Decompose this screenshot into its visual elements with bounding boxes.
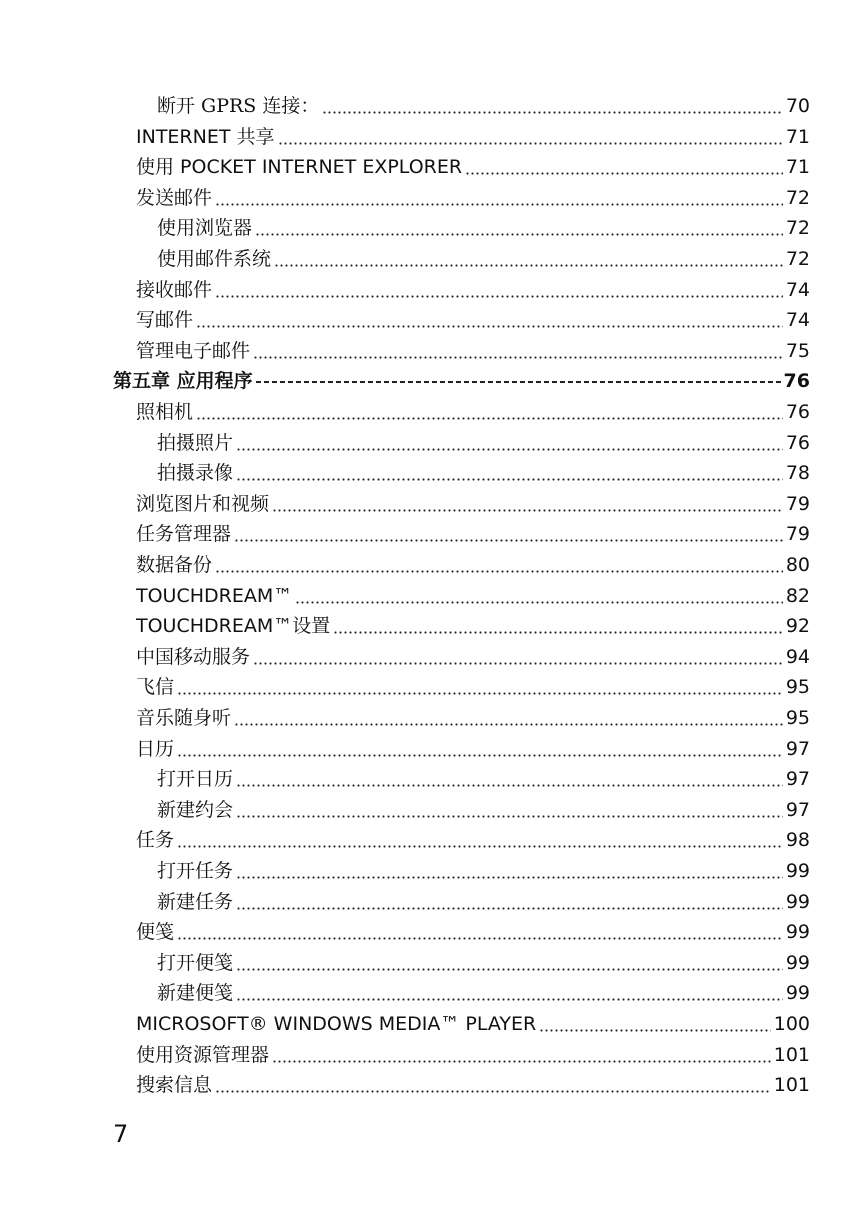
toc-entry-title: 断开 GPRS 连接： [157, 95, 320, 117]
toc-entry[interactable] [136, 336, 810, 366]
toc-leader [236, 887, 783, 917]
toc-leader [236, 764, 783, 794]
toc-entry[interactable] [136, 1070, 810, 1100]
toc-entry[interactable] [157, 948, 810, 978]
toc-leader [465, 152, 783, 182]
toc-leader [295, 581, 783, 611]
toc-leader [234, 519, 783, 549]
toc-entry-page: 74 [785, 309, 810, 331]
toc-entry-page: 76 [785, 432, 810, 454]
toc-entry-title: 新建任务 [157, 891, 234, 913]
toc-entry[interactable] [157, 428, 810, 458]
toc-entry[interactable] [136, 825, 810, 855]
toc-entry-page: 97 [785, 768, 810, 790]
toc-entry-page: 80 [785, 554, 810, 576]
toc-leader [215, 275, 783, 305]
toc-entry[interactable] [136, 1040, 810, 1070]
toc-entry-title: TOUCHDREAM™ [136, 585, 293, 607]
toc-leader [196, 305, 783, 335]
toc-leader [234, 703, 783, 733]
toc-entry[interactable] [157, 887, 810, 917]
toc-entry[interactable] [136, 550, 810, 580]
toc-entry-title: 打开便笺 [157, 952, 234, 974]
toc-entry-title: 日历 [136, 738, 175, 760]
toc-entry-page: 71 [785, 126, 810, 148]
toc-entry-title: 数据备份 [136, 554, 213, 576]
toc-entry-title: 音乐随身听 [136, 707, 232, 729]
toc-entry[interactable] [136, 917, 810, 947]
toc-entry-page: 99 [785, 921, 810, 943]
toc-entry-page: 70 [785, 95, 810, 117]
toc-entry[interactable] [136, 397, 810, 427]
toc-entry[interactable] [136, 672, 810, 702]
toc-entry[interactable] [157, 856, 810, 886]
toc-entry-page: 72 [785, 187, 810, 209]
toc-entry-page: 71 [785, 156, 810, 178]
toc-entry-title: 照相机 [136, 401, 194, 423]
toc-entry[interactable] [136, 734, 810, 764]
toc-entry[interactable] [136, 1009, 810, 1039]
toc-entry[interactable] [157, 91, 810, 121]
toc-leader [215, 1070, 771, 1100]
toc-entry-title: 使用邮件系统 [157, 248, 272, 270]
toc-entry[interactable] [136, 581, 810, 611]
toc-entry[interactable] [136, 489, 810, 519]
toc-entry-title: 中国移动服务 [136, 646, 251, 668]
toc-leader [274, 244, 783, 274]
toc-leader [236, 856, 783, 886]
toc-entry-title: 使用浏览器 [157, 217, 253, 239]
toc-entry-title: 第五章 应用程序 [113, 370, 253, 392]
toc-leader [177, 917, 783, 947]
toc-entry-title: 飞信 [136, 676, 175, 698]
toc-entry[interactable] [157, 795, 810, 825]
toc-entry-title: 便笺 [136, 921, 175, 943]
toc-leader [278, 122, 783, 152]
toc-leader [255, 213, 783, 243]
toc-entry-page: 99 [785, 982, 810, 1004]
toc-entry-page: 74 [785, 279, 810, 301]
toc-entry-title: 打开日历 [157, 768, 234, 790]
toc-leader [322, 91, 782, 121]
toc-entry-title: 任务 [136, 829, 175, 851]
toc-entry[interactable] [136, 183, 810, 213]
toc-leader [215, 183, 783, 213]
toc-entry-page: 94 [785, 646, 810, 668]
toc-leader [196, 397, 783, 427]
toc-entry-title: 浏览图片和视频 [136, 493, 270, 515]
toc-entry-title: 管理电子邮件 [136, 340, 251, 362]
toc-leader [236, 795, 783, 825]
toc-leader [272, 1040, 771, 1070]
toc-entry-page: 99 [785, 860, 810, 882]
toc-entry-page: 72 [785, 248, 810, 270]
toc-entry-title: TOUCHDREAM™设置 [136, 615, 331, 637]
toc-entry-page: 82 [785, 585, 810, 607]
toc-entry-page: 101 [773, 1044, 810, 1066]
toc-entry-page: 97 [785, 799, 810, 821]
toc-leader [333, 611, 783, 641]
toc-entry-title: 打开任务 [157, 860, 234, 882]
toc-entry[interactable] [136, 519, 810, 549]
toc-entry-page: 79 [785, 523, 810, 545]
toc-entry-page: 72 [785, 217, 810, 239]
toc-entry-page: 100 [773, 1013, 810, 1035]
page-number: 7 [113, 1120, 129, 1148]
toc-entry-title: 任务管理器 [136, 523, 232, 545]
toc-entry-title: 使用 POCKET INTERNET EXPLORER [136, 156, 463, 178]
toc-entry-title: 搜索信息 [136, 1074, 213, 1096]
toc-entry-page: 78 [785, 462, 810, 484]
toc-leader [236, 458, 783, 488]
toc-entry-title: 发送邮件 [136, 187, 213, 209]
toc-entry[interactable] [136, 703, 810, 733]
toc-entry[interactable] [136, 152, 810, 182]
toc-entry[interactable] [157, 458, 810, 488]
toc-entry-page: 101 [773, 1074, 810, 1096]
toc-entry-title: 接收邮件 [136, 279, 213, 301]
toc-entry-page: 98 [785, 829, 810, 851]
toc-entry[interactable] [136, 611, 810, 641]
toc-leader [177, 734, 783, 764]
toc-entry-page: 99 [785, 891, 810, 913]
toc-entry-title: 拍摄录像 [157, 462, 234, 484]
toc-entry[interactable] [113, 366, 810, 396]
toc-leader [272, 489, 783, 519]
toc-entry-page: 76 [785, 401, 810, 423]
toc-leader [236, 948, 783, 978]
toc-leader [253, 336, 783, 366]
toc-entry-page: 75 [785, 340, 810, 362]
toc-leader [177, 672, 783, 702]
toc-entry[interactable] [136, 642, 810, 672]
toc-leader [253, 642, 783, 672]
toc-entry-title: INTERNET 共享 [136, 126, 275, 148]
toc-leader [256, 366, 781, 396]
toc-leader [236, 428, 783, 458]
toc-entry[interactable] [157, 764, 810, 794]
toc-entry-title: MICROSOFT® WINDOWS MEDIA™ PLAYER [136, 1013, 537, 1035]
toc-entry[interactable] [157, 978, 810, 1008]
toc-leader [215, 550, 783, 580]
toc-entry-page: 97 [785, 738, 810, 760]
toc-leader [539, 1009, 771, 1039]
toc-leader [177, 825, 783, 855]
toc-leader [236, 978, 783, 1008]
toc-entry[interactable] [157, 213, 810, 243]
toc-entry[interactable] [136, 122, 810, 152]
toc-entry-page: 95 [785, 676, 810, 698]
toc-entry[interactable] [157, 244, 810, 274]
toc-entry-title: 使用资源管理器 [136, 1044, 270, 1066]
toc-entry-title: 新建约会 [157, 799, 234, 821]
toc-entry-title: 新建便笺 [157, 982, 234, 1004]
toc-entry-page: 99 [785, 952, 810, 974]
toc-entry-page: 92 [785, 615, 810, 637]
toc-entry-title: 拍摄照片 [157, 432, 234, 454]
toc-entry[interactable] [136, 305, 810, 335]
toc-entry-page: 95 [785, 707, 810, 729]
toc-entry-page: 79 [785, 493, 810, 515]
toc-entry-title: 写邮件 [136, 309, 194, 331]
toc-entry[interactable] [136, 275, 810, 305]
toc-entry-page: 76 [783, 370, 810, 392]
